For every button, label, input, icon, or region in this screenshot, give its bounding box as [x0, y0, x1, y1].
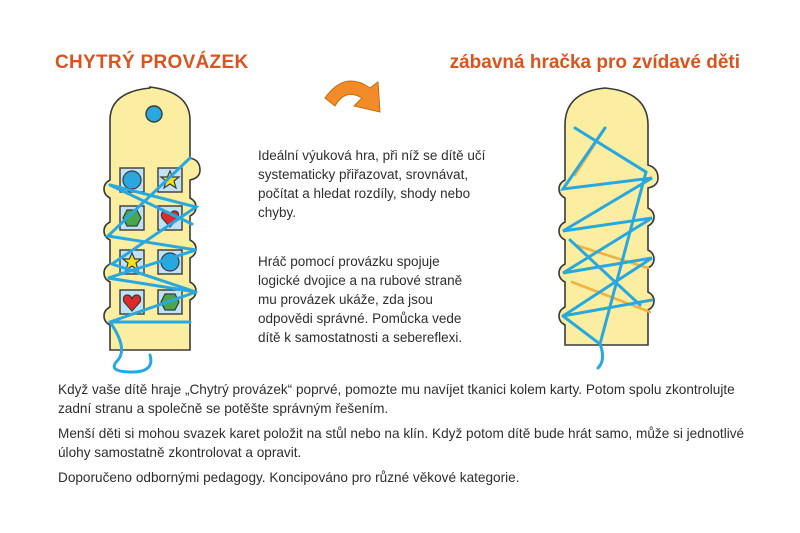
instruction-paragraph: Menší děti si mohou svazek karet položit na stůl nebo na klín. Když potom dítě bude hrát samo, může si jednotlivé úlohy samostatně zkontrolovat a opravit.: [58, 426, 745, 460]
card-back: [559, 88, 658, 368]
card-hole: [146, 106, 162, 122]
card-front-body: [104, 87, 200, 350]
description-paragraph-2: Hráč pomocí provázku spojuje logické dvojice a na rubové straně mu provázek ukáže, zda jsou odpovědi správné. Pomůcka vede dítě k samostatnosti a sebereflexi.: [258, 254, 463, 345]
page-title: CHYTRÝ PROVÁZEK: [55, 52, 249, 73]
flip-arrow-icon: [325, 81, 380, 112]
circle-symbol: [123, 171, 141, 189]
page-subtitle: zábavná hračka pro zvídavé děti: [449, 52, 740, 73]
instruction-paragraph: Když vaše dítě hraje „Chytrý provázek“ poprvé, pomozte mu navíjet tkanici kolem karty. Potom spolu zkontrolujte zadní stranu a společně se potěšte správným řešením.: [58, 382, 735, 416]
instruction-paragraph: Doporučeno odbornými pedagogy. Koncipováno pro různé věkové kategorie.: [58, 470, 520, 485]
card-front: [104, 87, 200, 372]
description-paragraph-1: Ideální výuková hra, při níž se dítě učí systematicky přiřazovat, srovnávat, počítat a hledat rozdíly, shody nebo chyby.: [258, 148, 486, 220]
instructions: [58, 380, 758, 493]
